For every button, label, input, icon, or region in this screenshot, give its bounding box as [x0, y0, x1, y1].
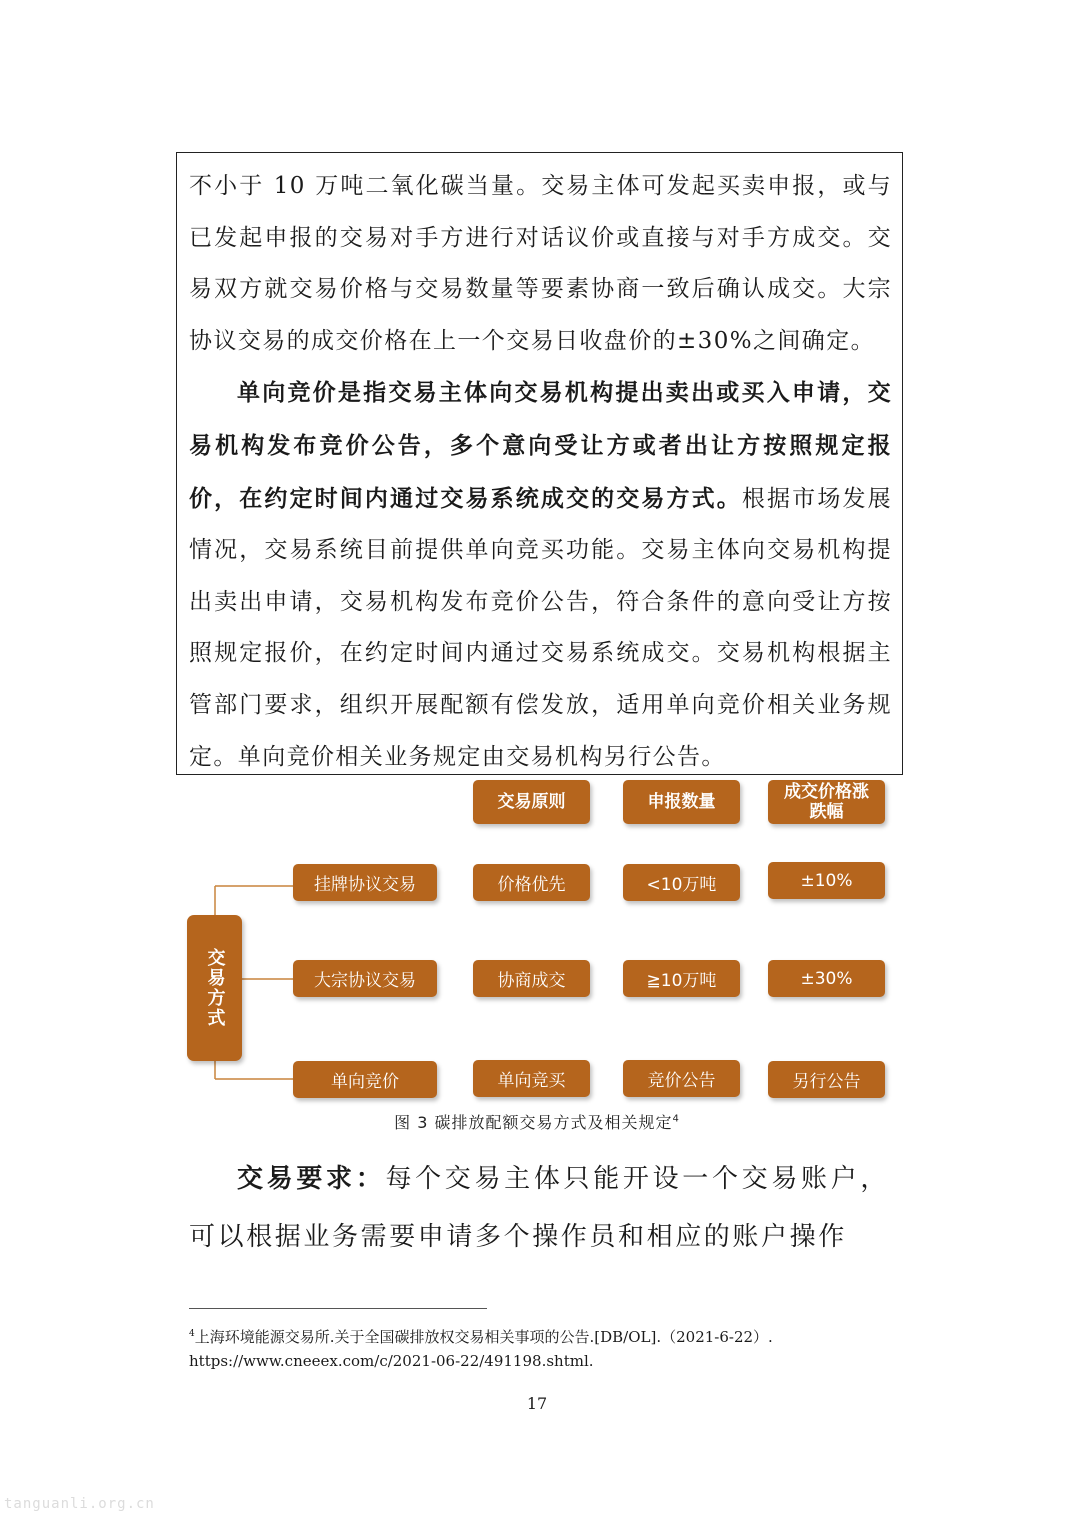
footnote-ref: 4 [672, 1113, 680, 1125]
page-number: 17 [526, 1394, 548, 1413]
footnote-url: https://www.cneeex.com/c/2021-06-22/491198.shtml. [189, 1352, 594, 1370]
row-bulk-agreement-name: 大宗协议交易 [293, 960, 437, 997]
trading-requirement-paragraph [189, 1150, 889, 1266]
one-way-bidding-definition: 单向竞价是指交易主体向交易机构提出卖出或买入申请，交易机构发布竞价公告，多个意向受让方或者出让方按照规定报价，在约定时间内通过交易系统成交的交易方式。 [189, 379, 892, 512]
footnote-text: 上海环境能源交易所.关于全国碳排放权交易相关事项的公告.[DB/OL].（2021-6-22）. [194, 1328, 773, 1346]
row-one-way-bidding-quantity: 竞价公告 [623, 1060, 740, 1097]
row-bulk-agreement-principle: 协商成交 [473, 960, 590, 997]
header-price-limit: 成交价格涨跌幅 [768, 780, 885, 824]
row-one-way-bidding-range: 另行公告 [768, 1061, 885, 1098]
quoted-text-box [176, 152, 903, 775]
paragraph-one-way-bidding [189, 367, 892, 783]
header-declared-quantity: 申报数量 [623, 780, 740, 824]
trading-requirement-text: 每个交易主体只能开设一个交易账户，可以根据业务需要申请多个操作员和相应的账户操作 [189, 1164, 889, 1252]
paragraph-bulk-agreement: 不小于 10 万吨二氧化碳当量。交易主体可发起买卖申报，或与已发起申报的交易对手方进行对话议价或直接与对手方成交。交易双方就交易价格与交易数量等要素协商一致后确认成交。大宗协议交易的成交价格在上一个交易日收盘价的±30%之间确定。 [189, 173, 892, 354]
row-bulk-agreement-range: ±30% [768, 960, 885, 997]
footnote-divider [189, 1308, 487, 1309]
header-trading-principle: 交易原则 [473, 780, 590, 824]
row-bulk-agreement-quantity: ≧10万吨 [623, 960, 740, 997]
footnote-number: 4 [189, 1329, 195, 1339]
trading-requirement-heading: 交易要求： [237, 1164, 386, 1194]
figure-caption-label: 图 3 碳排放配额交易方式及相关规定 [394, 1113, 673, 1132]
root-trading-methods: 交易方式 [187, 915, 242, 1061]
row-listed-agreement-name: 挂牌协议交易 [293, 864, 437, 901]
one-way-bidding-details: 根据市场发展情况，交易系统目前提供单向竞买功能。交易主体向交易机构提出卖出申请，交易机构发布竞价公告，符合条件的意向受让方按照规定报价，在约定时间内通过交易系统成交。交易机构根据主管部门要求，组织开展配额有偿发放，适用单向竞价相关业务规定。单向竞价相关业务规定由交易机构另行公告。 [189, 485, 892, 770]
row-one-way-bidding-principle: 单向竞买 [473, 1060, 590, 1097]
row-listed-agreement-quantity: <10万吨 [623, 864, 740, 901]
footnote [189, 1322, 889, 1373]
row-listed-agreement-range: ±10% [768, 862, 885, 899]
watermark: tanguanli.org.cn [4, 1496, 155, 1512]
row-listed-agreement-principle: 价格优先 [473, 864, 590, 901]
connector-lines [185, 780, 895, 1105]
row-one-way-bidding-name: 单向竞价 [293, 1061, 437, 1098]
trading-methods-diagram [185, 780, 895, 1105]
figure-caption [0, 1110, 1074, 1133]
